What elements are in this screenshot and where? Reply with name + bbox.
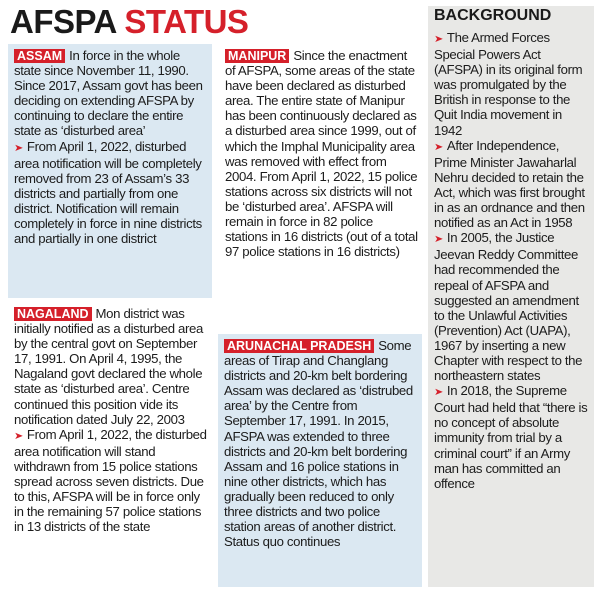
- arunachal-panel: [218, 334, 422, 587]
- bullet-arrow-icon: ➤: [14, 430, 23, 442]
- bullet-arrow-icon: ➤: [434, 141, 443, 153]
- manipur-intro-text: Since the enactment of AFSPA, some areas of the state have been declared as disturbed area. The entire state of Manipur has been continuously declared as a disturbed area since 1999, out of which the Imphal Municipality area was removed with effect from 2004. From April 1, 2022, 15 police stations across six districts will not be ‘disturbed area’. AFSPA will remain in force in 82 police stations in 16 districts (out of a total 97 police stations in 16 districts): [225, 48, 418, 260]
- background-point-text: After Independence, Prime Minister Jawaharlal Nehru decided to retain the Act, which was first brought in as an ordnance and then notified as an Act in 1958: [434, 137, 585, 231]
- bullet-arrow-icon: ➤: [434, 233, 443, 245]
- background-panel: [428, 6, 594, 587]
- assam-tag: ASSAM: [14, 49, 65, 63]
- nagaland-point: [14, 427, 208, 535]
- assam-intro-text: In force in the whole state since November 11, 1990. Since 2017, Assam govt has been deciding on extending AFSPA by continuing to declare the entire state as ‘disturbed area’: [14, 48, 203, 139]
- bullet-arrow-icon: ➤: [14, 142, 23, 154]
- background-point: [434, 30, 590, 138]
- assam-point: [14, 139, 208, 247]
- arunachal-intro-text: Some areas of Tirap and Changlang districts and 20-km belt bordering Assam was declared as ‘distrubed area’ by the Centre from September 17, 1991. In 2015, AFSPA was extended to three districts and 20-km belt bordering Assam and 16 police stations in nine other districts, which has gradually been reduced to only three districts and two police station areas of another district. Status quo continues: [224, 338, 413, 550]
- arunachal-text: [218, 334, 422, 549]
- arunachal-tag: ARUNACHAL PRADESH: [224, 339, 374, 353]
- nagaland-panel: [8, 302, 212, 587]
- title-word-afspa: AFSPA: [10, 3, 116, 40]
- background-heading: BACKGROUND: [434, 7, 552, 24]
- manipur-tag: MANIPUR: [225, 49, 289, 63]
- nagaland-tag: NAGALAND: [14, 307, 92, 321]
- arunachal-intro: [224, 338, 418, 549]
- assam-intro: [14, 48, 208, 139]
- assam-panel: [8, 44, 212, 298]
- background-point: [434, 230, 590, 383]
- nagaland-point-text: From April 1, 2022, the disturbed area notification will stand withdrawn from 15 police stations spread across seven districts. Due to this, AFSPA will be in force only in the remaining 57 police stations in 13 districts of the state: [14, 426, 207, 535]
- bullet-arrow-icon: ➤: [434, 33, 443, 45]
- manipur-intro: [225, 48, 418, 259]
- nagaland-text: [8, 302, 212, 534]
- background-point: [434, 138, 590, 231]
- nagaland-intro-text: Mon district was initially notified as a disturbed area by the central govt on September 17, 1991. On April 4, 1995, the Nagaland govt declared the whole state as ‘disturbed area’. Centre continued this position vide its notification dated July 22, 2003: [14, 306, 204, 427]
- background-point-text: In 2018, the Supreme Court had held that “there is no concept of absolute immunity from trial by a criminal court” if an Army man has committed an offence: [434, 383, 588, 491]
- background-point: [434, 383, 590, 491]
- page-title: [10, 2, 248, 42]
- bullet-arrow-icon: ➤: [434, 386, 443, 398]
- title-word-status: STATUS: [124, 3, 249, 40]
- nagaland-intro: [14, 306, 208, 427]
- background-text: [428, 28, 594, 491]
- assam-point-text: From April 1, 2022, disturbed area notification will be completely removed from 23 of Assam’s 33 districts and partially from one district. Notification will remain completely in force in nine districts and partially in one district: [14, 138, 202, 247]
- manipur-text: [218, 44, 422, 259]
- background-point-text: In 2005, the Justice Jeevan Reddy Committee had recommended the repeal of AFSPA and suggested an amendment to the Unlawful Activities (Prevention) Act (UAPA), 1967 by inserting a new Chapter with respect to the northeastern states: [434, 230, 583, 384]
- manipur-panel: [218, 44, 422, 334]
- assam-text: [8, 44, 212, 246]
- background-point-text: The Armed Forces Special Powers Act (AFSPA) in its original form was promulgated by the British in response to the Quit India movement in 1942: [434, 30, 583, 138]
